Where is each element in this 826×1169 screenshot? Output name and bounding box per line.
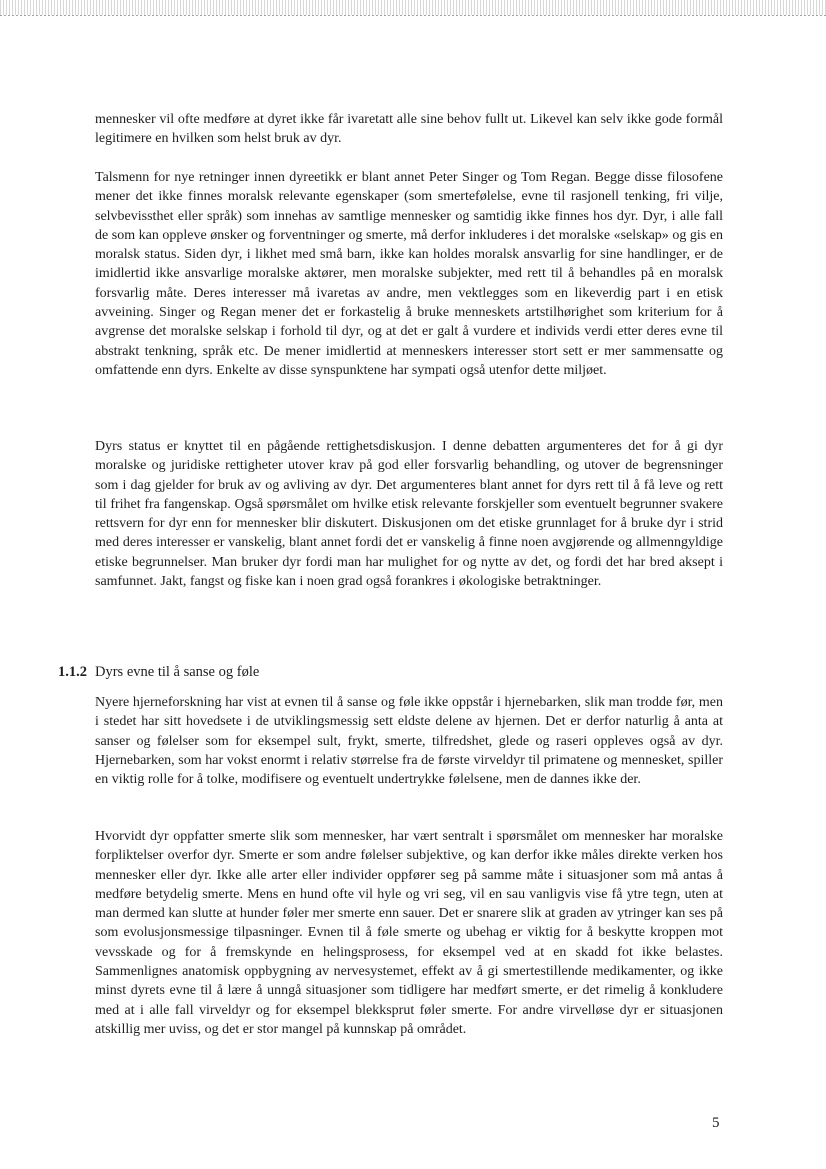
section-title: Dyrs evne til å sanse og føle [95, 664, 260, 680]
scan-border [0, 0, 826, 16]
paragraph-continued: mennesker vil ofte medføre at dyret ikke får ivaretatt alle sine behov fullt ut. Likevel kan selv ikke gode formål legitimere en hvilken som helst bruk av dyr. [95, 112, 723, 147]
section-heading [58, 663, 259, 682]
page-number: 5 [712, 1115, 720, 1131]
paragraph-rights-discussion: Dyrs status er knyttet til en pågående rettighetsdiskusjon. I denne debatten argumenteres det for å gi dyr moralske og juridiske rettigheter utover krav på god eller forsvarlig behandling, og utover de begrensninger som i dag gjelder for bruk av og avliving av dyr. Det argumenteres blant annet for dyrs rett til å få leve og rett til frihet fra fangenskap. Også spørsmålet om hvilke etisk relevante forskjeller som eventuelt begrunner svakere rettsvern for dyr enn for mennesker blir diskutert. Diskusjonen om det etiske grunnlaget for å bruke dyr i strid med deres interesser er vanskelig, blant annet fordi det er vanskelig å finne noen avgjørende og allmenngyldige etiske begrunnelser. Man bruker dyr fordi man har mulighet for og nytte av det, og fordi det har bred aksept i samfunnet. Jakt, fangst og fiske kan i noen grad også forankres i økologiske betraktninger. [95, 439, 723, 590]
section-number: 1.1.2 [58, 664, 87, 680]
paragraph-pain-perception: Hvorvidt dyr oppfatter smerte slik som mennesker, har vært sentralt i spørsmålet om mennesker har moralske forpliktelser overfor dyr. Smerte er som andre følelser subjektive, og kan derfor ikke måles direkte verken hos mennesker eller dyr. Ikke alle arter eller individer oppfører seg på samme måte i situasjoner som må antas å medføre betydelig smerte. Mens en hund ofte vil hyle og vri seg, vil en sau vanligvis vise få ytre tegn, uten at man dermed kan slutte at hunder føler mer smerte enn sauer. Det er snarere slik at graden av ytringer kan ses på som evolusjonsmessige tilpasninger. Evnen til å føle smerte og ubehag er viktig for å beskytte kroppen mot vevsskade og for å fremskynde en helingsprosess, for eksempel ved at en skadd fot ikke belastes. Sammenlignes anatomisk oppbygning av nervesystemet, effekt av å gi smertestillende medikamenter, og ikke minst dyrets evne til å lære å unngå situasjoner som tidligere har medført smerte, er det rimelig å konkludere med at i alle fall virveldyr og for eksempel blekksprut føler smerte. For andre virvelløse dyr er situasjonen atskillig mer uviss, og det er stor mangel på kunnskap på området. [95, 829, 723, 1037]
paragraph-singer-regan: Talsmenn for nye retninger innen dyreetikk er blant annet Peter Singer og Tom Regan. Begge disse filosofene mener det ikke finnes moralsk relevante egenskaper (som smertefølelse, evne til rasjonell tenking, fri vilje, selvbevissthet eller språk) som innehas av samtlige mennesker og samtidig ikke finnes hos dyr. Dyr, i alle fall de som kan oppleve ønsker og forventninger og smerte, må derfor inkluderes i det moralske «selskap» og gis en moralsk status. Siden dyr, i likhet med små barn, ikke kan holdes moralsk ansvarlig for sine handlinger, er de imidlertid ikke ansvarlige moralske aktører, men moralske subjekter, med rett til å behandles på en moralsk forsvarlig måte. Deres interesser må ivaretas av andre, men vektlegges som en likeverdig part i en etisk avveining. Singer og Regan mener det er forkastelig å bruke menneskets artstilhørighet som kriterium for å avgrense det moralske selskap i forhold til dyr, og at det er galt å vurdere et individs verdi etter deres evne til abstrakt tenkning, språk etc. De mener imidlertid at menneskers interesser stort sett er mer sammensatte og omfattende enn dyrs. Enkelte av disse synspunktene har sympati også utenfor dette miljøet. [95, 170, 723, 378]
paragraph-brain-research: Nyere hjerneforskning har vist at evnen til å sanse og føle ikke oppstår i hjernebarken, slik man trodde før, men i stedet har sitt hovedsete i de utviklingsmessig sett eldste delene av hjernen. Det er derfor naturlig å anta at sanser og følelser som for eksempel sult, frykt, smerte, tilfredshet, glede og raseri oppleves også av dyr. Hjernebarken, som har vokst enormt i relativ størrelse fra de første virveldyr til primatene og mennesket, spiller en viktig rolle for å tolke, modifisere og eventuelt undertrykke følelsene, men de dannes ikke der. [95, 695, 723, 788]
